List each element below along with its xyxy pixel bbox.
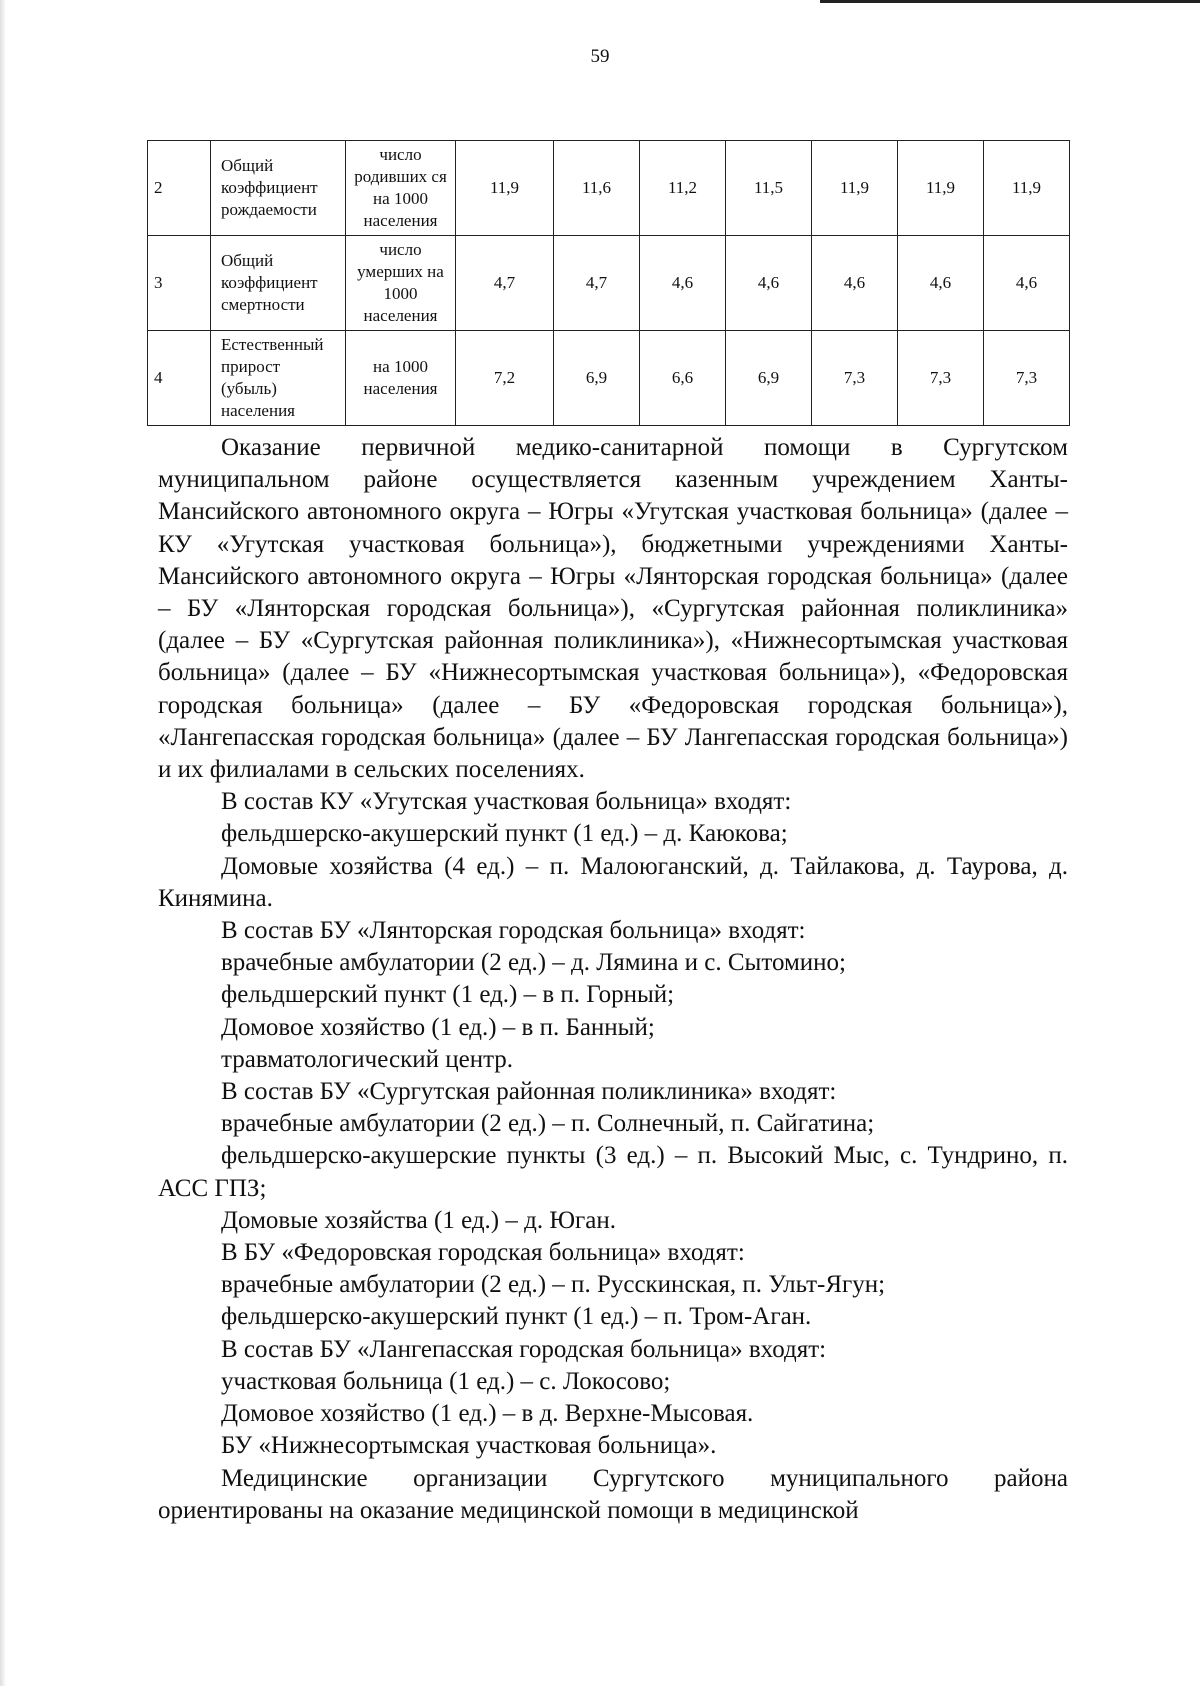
list-item: врачебные амбулатории (2 ед.) – д. Лямина и с. Сытомино; xyxy=(221,949,846,977)
paragraph: Медицинские организации Сургутского муниципального района ориентированы на оказание медицинской помощи в медицинской xyxy=(158,1464,1068,1524)
list-item: БУ «Нижнесортымская участковая больница». xyxy=(221,1432,717,1460)
paragraph: В БУ «Федоровская городская больница» входят: xyxy=(221,1239,745,1267)
table-row xyxy=(148,331,1070,426)
value-cell: 4,6 xyxy=(640,236,726,331)
page-number: 59 xyxy=(590,46,610,67)
value-cell: 11,6 xyxy=(554,141,640,236)
list-item: Домовое хозяйство (1 ед.) – в п. Банный; xyxy=(221,1013,655,1041)
indicator-name-cell: Естественный прирост (убыль) населения xyxy=(211,331,346,426)
value-cell: 4,6 xyxy=(726,236,812,331)
list-item: Домовые хозяйства (1 ед.) – д. Юган. xyxy=(221,1206,617,1234)
paragraph: В состав БУ «Сургутская районная поликлиника» входят: xyxy=(221,1078,837,1106)
paragraph: В состав КУ «Угутская участковая больница» входят: xyxy=(221,788,792,816)
list-item: Домовое хозяйство (1 ед.) – в д. Верхне-Мысовая. xyxy=(221,1400,754,1428)
value-cell: 7,3 xyxy=(898,331,984,426)
list-item: фельдшерско-акушерский пункт (1 ед.) – д. Каюкова; xyxy=(221,820,788,848)
value-cell: 4,7 xyxy=(554,236,640,331)
value-cell: 11,9 xyxy=(812,141,898,236)
value-cell: 11,9 xyxy=(456,141,554,236)
unit-cell: число умерших на 1000 населения xyxy=(346,236,456,331)
value-cell: 4,6 xyxy=(898,236,984,331)
value-cell: 6,6 xyxy=(640,331,726,426)
list-item: врачебные амбулатории (2 ед.) – п. Русскинская, п. Ульт-Ягун; xyxy=(221,1271,886,1299)
value-cell: 11,5 xyxy=(726,141,812,236)
value-cell: 4,7 xyxy=(456,236,554,331)
indicator-name-cell: Общий коэффициент смертности xyxy=(211,236,346,331)
value-cell: 11,9 xyxy=(898,141,984,236)
value-cell: 11,9 xyxy=(984,141,1070,236)
scan-top-line xyxy=(820,0,1200,3)
list-item: Домовые хозяйства (4 ед.) – п. Малоюганский, д. Тайлакова, д. Таурова, д. Кинямина. xyxy=(158,852,1068,912)
table-row xyxy=(148,141,1070,236)
list-item: травматологический центр. xyxy=(221,1045,514,1073)
value-cell: 7,2 xyxy=(456,331,554,426)
intro-paragraph: Оказание первичной медико-санитарной помощи в Сургутском муниципальном районе осуществляется казенным учреждением Ханты-Мансийского автономного округа – Югры «Угутская участковая больница» (далее – КУ «Угутская участковая больница»), бюджетными учреждениями Ханты-Мансийского автономного округа – Югры «Лянторская городская больница» (далее – БУ «Лянторская городская больница»), «Сургутская районная поликлиника» (далее – БУ «Сургутская районная поликлиника»), «Нижнесортымская участковая больница» (далее – БУ «Нижнесортымская участковая больница»), «Федоровская городская больница» (далее – БУ «Федоровская городская больница»), «Лангепасская городская больница» (далее – БУ Лангепасская городская больница») и их филиалами в сельских поселениях. xyxy=(158,434,1068,784)
unit-cell: число родивших ся на 1000 населения xyxy=(346,141,456,236)
list-item: фельдшерский пункт (1 ед.) – в п. Горный; xyxy=(221,981,675,1009)
value-cell: 6,9 xyxy=(726,331,812,426)
paragraph: В состав БУ «Лангепасская городская больница» входят: xyxy=(221,1335,827,1363)
body-text xyxy=(158,432,1068,1527)
unit-cell: на 1000 населения xyxy=(346,331,456,426)
value-cell: 4,6 xyxy=(812,236,898,331)
list-item: врачебные амбулатории (2 ед.) – п. Солнечный, п. Сайгатина; xyxy=(221,1110,875,1138)
value-cell: 11,2 xyxy=(640,141,726,236)
list-item: фельдшерско-акушерский пункт (1 ед.) – п. Тром-Аган. xyxy=(221,1303,812,1331)
indicator-name-cell: Общий коэффициент рождаемости xyxy=(211,141,346,236)
row-number-cell: 4 xyxy=(148,331,211,426)
table-row xyxy=(148,236,1070,331)
value-cell: 7,3 xyxy=(812,331,898,426)
row-number-cell: 2 xyxy=(148,141,211,236)
row-number-cell: 3 xyxy=(148,236,211,331)
list-item: фельдшерско-акушерские пункты (3 ед.) – п. Высокий Мыс, с. Тундрино, п. АСС ГПЗ; xyxy=(158,1142,1068,1202)
value-cell: 6,9 xyxy=(554,331,640,426)
paragraph: В состав БУ «Лянторская городская больница» входят: xyxy=(221,917,806,945)
value-cell: 7,3 xyxy=(984,331,1070,426)
list-item: участковая больница (1 ед.) – с. Локосово; xyxy=(221,1367,671,1395)
scan-edge xyxy=(0,0,6,1686)
value-cell: 4,6 xyxy=(984,236,1070,331)
demographics-table xyxy=(147,140,1070,426)
